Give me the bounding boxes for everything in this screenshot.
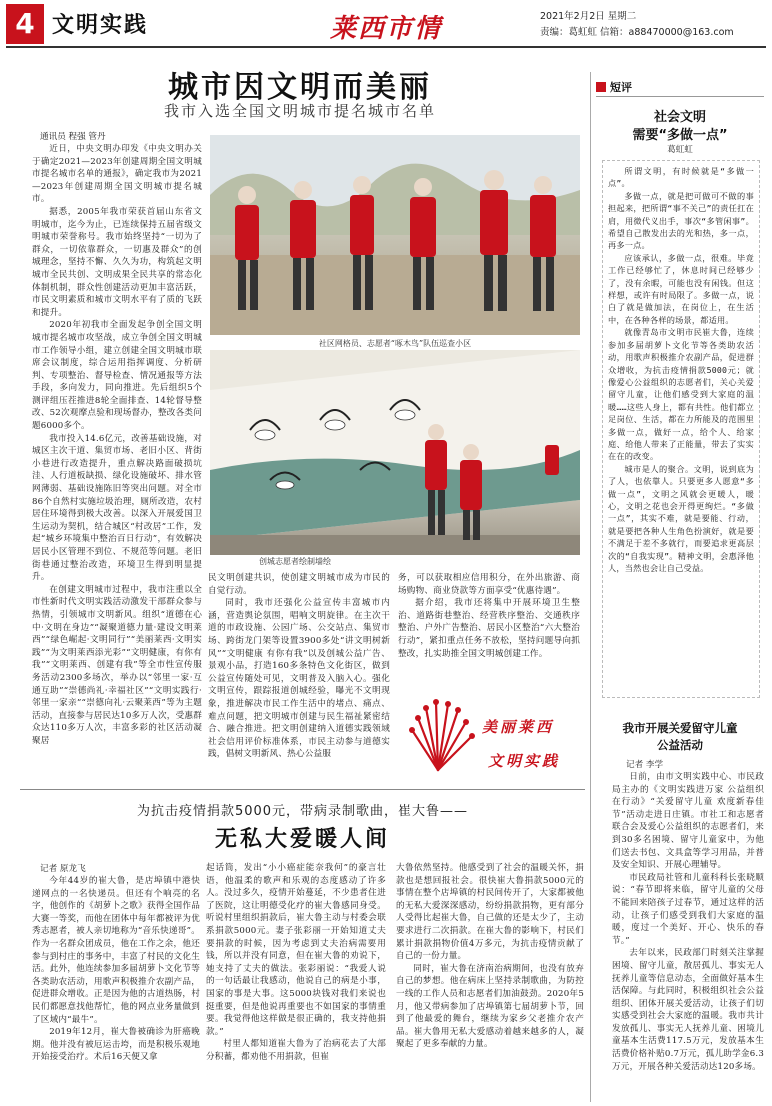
headline: 无私大爱暖人间 — [214, 827, 390, 852]
square-bullet-icon — [596, 82, 606, 92]
photo-caption: 社区网格员、志愿者“啄木鸟”队伍巡查小区 — [318, 339, 472, 348]
article-column — [398, 572, 580, 682]
paragraph: 2019年12月，崔大鲁被确诊为肝癌晚期。他并没有被厄运击垮，而是积极乐观地开始接受治疗。术后16天便又拿 — [32, 1027, 200, 1063]
paragraph: 起话筒，发出“小小癌症能奈我何”的豪言壮语，他温柔的歌声和乐观的态度感动了许多人。没过多久，疫情开始蔓延，不少患者住进了医院，这让明德受化疗的崔大鲁感同身受。听说村里组织捐款后，崔大鲁主动与村委会联系捐款5000元。妻子张彩丽一开始知道丈夫要捐款的时候，因为考虑到丈夫治病需要用钱，所以并没有同意，但在崔大鲁的劝说下，她支持了丈夫的做法。张彩丽说：“我爱人说的一句话最让我感动，他说自己的病是小事，国家的事是大事。这5000块钱对我们来说也挺重要，但是他说再重要也不如国家的事情重要。我觉得他这样做是很正确的，我支持他捐款。” — [206, 863, 386, 1037]
paragraph: 应该承认，多做一点，很难。毕竟工作已经够忙了，休息时间已经够少了，没有余暇，可能也没有闲钱。但这样想，或许有时局限了。多做一点，说白了就是做加法，在岗位上，在生活中，在各种各样的场景，都适用。 — [608, 252, 754, 325]
byline: 记者 原龙飞 — [40, 864, 86, 874]
paragraph: 民文明创建共识，使创建文明城市成为市民的自觉行动。 — [208, 573, 390, 596]
paragraph: 大鲁依然坚持。他感受到了社会的温暖关怀，捐款也是想回报社会。很快崔大鲁捐款5000元的事情在整个店埠镇的村民间传开了，大家都被他的无私大爱深深感动，纷纷捐款捐物，更有部分人受得比起崔大鲁，自己做的还是太少了，主动要求进行二次捐款。在崔大鲁的影响下，村民们累计捐款捐物价值4万多元，为抗击疫情贡献了自己的一份力量。 — [396, 863, 584, 962]
article-title: 我市开展关爱留守儿童 — [622, 721, 738, 735]
article-column — [208, 572, 390, 760]
page-number: 4 — [6, 4, 44, 44]
paragraph: 市民政局社管和儿童科科长张晓顺说：“春节即将来临，留守儿童的父母不能回来陪孩子过春节，通过这样的活动，让孩子们感受到我们大家庭的温暖，度过一个美好、开心、快乐的春节。” — [612, 872, 764, 946]
article-column — [612, 771, 764, 1099]
paragraph: 今年44岁的崔大鲁，是店埠镇中港快递网点的一名快递员。但还有个响亮的名字，他创作的《胡萝卜之歌》获得全国作品大赛一等奖，而他在团体中每年都被评为优秀志愿者，被人亲切地称为“音乐快递哥”。作为一名群众团成员，他在工作之余，他还参与到村庄的事务中，丰富了村民的文化生活。此外，他连续参加多届胡萝卜文化节等各类助农活动，用歌声积极推介农副产品，促进群众增收。正是因为他的古道热肠，村民们都愿意找他帮忙，他的网点业务量做到了区域内“最牛”。 — [32, 876, 200, 1025]
paragraph: 就像青岛市文明市民崔大鲁，连续参加多届胡萝卜文化节等各类助农活动，用歌声积极推介农副产品，促进群众增收，为抗击疫情捐款5000元；就像爱心公益组织的志愿者们，关心关爱留守儿童，让他们感受到大家庭的温暖……这些人身上，都有共性。他们都立足岗位、生活，都在力所能及的范围里多做一点，做好一点，给个人、给家庭、给他人带来了正能量，带去了实实在在的改变。 — [608, 327, 754, 462]
paragraph: 务，可以获取相应信用积分，在外出旅游、商场购物、商业贷款等方面享受“优惠待遇”。 — [398, 573, 580, 596]
paragraph: 所谓文明，有时候就是“多做一点”。 — [608, 166, 754, 189]
paragraph: 据悉，2005年我市荣获首届山东省文明城市，迄今为止，已连续保持五届省级文明城市荣誉称号。我市始终坚持“一切为了群众，一切依靠群众，一切惠及群众”的创城理念，坚持不懈、久久为功，构筑起文明城市全民共创、文明成果全民共享的常态化体制机制，群众性创建活动更加丰富活跃，市民文明素质和城市文明水平有了质的飞跃和提升。 — [32, 206, 202, 318]
headline: 城市因文明而美丽 — [168, 70, 432, 105]
article-column — [32, 875, 200, 1103]
kicker-headline: 为抗击疫情捐款5000元，带病录制歌曲，崔大鲁—— — [136, 804, 469, 819]
byline: 记者 李学 — [626, 760, 664, 770]
news-photo-volunteers — [210, 135, 580, 335]
divider — [20, 789, 585, 790]
header-divider — [6, 46, 766, 48]
opinion-body — [602, 160, 760, 698]
paragraph: 村里人都知道崔大鲁为了治病花去了大部分积蓄，都劝他不用捐款，但崔 — [206, 1039, 386, 1062]
column-divider — [590, 72, 591, 1102]
opinion-title: 社会文明 — [653, 110, 706, 125]
photo-caption: 创城志愿者绘制墙绘 — [259, 557, 331, 566]
section-name: 文明实践 — [52, 13, 149, 38]
paragraph: 日前，由市文明实践中心、市民政局主办的《文明实践进万家 公益组织在行动》“关爱留守儿童 欢度新春佳节”活动走进日庄镇。市社工和志愿者联合会及爱心公益组织的志愿者们，来到30多名困境、留守儿童家中，为他们送去书包、文具盒等学习用品，并普及安全知识、开展心理辅导。 — [612, 772, 764, 871]
paragraph: 我市投入14.6亿元，改善基础设施，对城区主次干道、集贸市场、老旧小区、背街小巷进行改造提升，重点解决路面破损坑洼、人行道板缺损、绿化设施破坏、排水管网薄弱、基础设施陈旧等突出问题。对全市86个自然村实施垃圾治理，厕所改造，农村居住环境得到极大改善。以深入开展爱国卫生运动为契机，结合城区“村改居”工作，发起“城乡环境集中整治百日行动”，有效解决居民小区管理不到位、不规范等问题。老旧街巷通过整治改造，环境卫生得到明显提升。 — [32, 433, 202, 583]
paragraph: 去年以来，民政部门时刻关注掌握困境、留守儿童，散居孤儿、事实无人抚养儿童等信息动态，全面做好基本生活保障。与此同时，积极组织社会公益组织、团体开展关爱活动，让孩子们切实感受到社会大家庭的温暖。我市共计发放孤儿、事实无人抚养儿童、困境儿童基本生活费117.5万元，发放基本生活费价格补贴0.7万元，孤儿助学金6.3万元，开展各种关爱活动达120多场。 — [612, 948, 764, 1072]
article-column — [32, 143, 202, 746]
paragraph: 同时，我市还强化公益宣传丰富城市内涵，营造舆论氛围，唱响文明旋律。在主次干道的市政设施、公园广场、公交站点、集贸市场、跨街龙门架等设置3900多处“讲文明树新风”“文明健康 有你有我”以及创城公益广告、景观小品，打造160多条特色文化街区，做到公益宣传随处可见，文明普及入脑入心。强化文明宣传，跟踪报道创城经验，曝光不文明现象，推进解决市民工作生活中的堵点、痛点、难点问题，把文明城市创建与民生福祉紧密结合、融合推进。把文明创建纳入道德实践领域社会信用评价标准体系，市民主动参与道德实践，倡树文明新风、热心公益服 — [208, 598, 390, 760]
logo-slogan: 文明实践 — [488, 752, 561, 770]
article-title: 公益活动 — [657, 738, 703, 752]
commentary-label: 短评 — [610, 81, 632, 94]
photo-illustration — [210, 350, 580, 555]
paragraph: 近日，中央文明办印发《中央文明办关于确定2021—2023年创建周期全国文明城市提名城市名单的通报》，确定我市为2021—2023年创建周期全国文明城市提名城市。 — [32, 144, 202, 205]
photo-illustration — [210, 135, 580, 335]
masthead-logo: 莱西市情 — [330, 14, 443, 44]
opinion-title: 需要“多做一点” — [632, 128, 728, 143]
logo-slogan: 美丽莱西 — [482, 718, 555, 736]
news-photo-mural — [210, 350, 580, 555]
subheadline: 我市入选全国文明城市提名城市名单 — [163, 102, 436, 120]
paragraph: 在创建文明城市过程中，我市注重以全市性新时代文明实践活动激发干部群众参与热情，引领城市文明新风。组织“道德在心中·文明在身边”“凝聚道德力量·建设文明莱西”“绿色崛起·文明同行”“美丽莱西·文明实践”“为文明莱西添光彩”“文明健康，有你有我”“文明莱西、创建有我”等全市性宣传服务活动2300多场次，举办以“邻里一家·互通互助”“崇德尚礼·幸福社区”“文明实践行·邻里一家亲”“崇德向礼·云聚莱西”等为主题活动，直接参与居民达10多万人次，受惠群众达110多万人次，丰富多彩的社区活动凝聚居 — [32, 584, 202, 746]
article-column — [206, 862, 386, 1103]
paragraph: 多做一点，就是把可做可不做的事担起来，把所谓“事不关己”的责任扛在肩，用微代义出手，事次“多管闲事”。希望自己散发出去的光和热，多一点，再多一点。 — [608, 190, 754, 251]
paragraph: 据介绍，我市还将集中开展环境卫生整治、道路街巷整治、经营秩序整治、交通秩序整治、户外广告整治、居民小区整治“六大整治行动”，紧扣重点任务不放松，坚持问题导向抓整改，扎实助推全国文明城创建工作。 — [398, 598, 580, 659]
issue-date: 2021年2月2日 星期二 — [540, 11, 637, 22]
paragraph: 同时，崔大鲁在济南治病期间，也没有放弃自己的梦想。他在病床上坚持录制歌曲，为防控一线的工作人员和志愿者们加油鼓劲。2020年5月，他又带病参加了店埠镇第七届胡萝卜节，回到了他最爱的舞台，继续为家乡父老推介农产品。崔大鲁用无私大爱感动着越来越多的人，凝聚起了更多奉献的力量。 — [396, 963, 584, 1050]
paragraph: 2020年初我市全面发起争创全国文明城市提名城市攻坚战，成立争创全国文明城市工作领导小组，建立创建全国文明城市联席会议制度，综合运用指挥调度、分析研判、专项整治、督导检查、情况通报等方法手段，多向发力，同向推进。先后组织5个测评组压茬推进8轮全面排查、14轮督导整改、52次观摩点验和现场督办，整改各类问题6000多个。 — [32, 320, 202, 432]
divider — [596, 96, 764, 97]
byline: 通讯员 程强 管丹 — [40, 132, 106, 142]
article-column — [396, 862, 584, 1103]
paragraph: 城市是人的聚合。文明，说到底为了人，也依靠人。只要更多人愿意“多做一点”，文明之风就会更暖人，暖心，文明之花也会开得更绚烂。“多做一点”，其实不难，就是要能、行动，就是要把各种人生角色扮演好，就是要不满足于差不多就行，而要追求更高层次的“自我实现”。精神文明，会惠泽他人，当然也会让自己受益。 — [608, 463, 754, 573]
editor-info: 责编：葛虹虹 信箱：a88470000@163.com — [540, 27, 734, 38]
commentary-tag — [596, 79, 764, 97]
opinion-author: 葛虹虹 — [667, 145, 693, 155]
